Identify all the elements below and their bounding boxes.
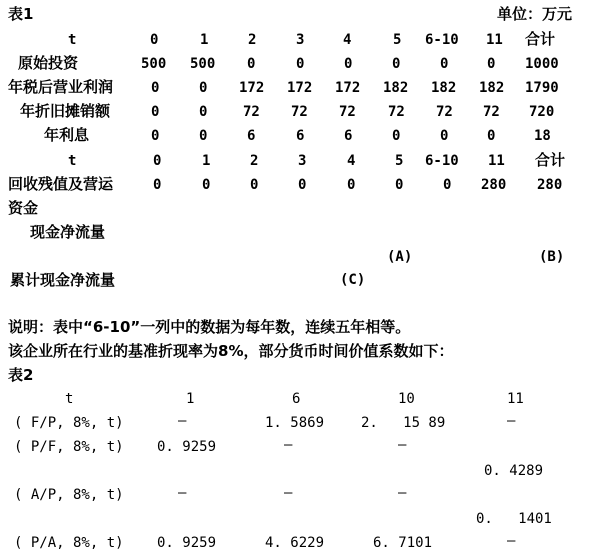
header-cell: 1 <box>186 391 195 407</box>
cell: 0 <box>443 177 452 193</box>
cell: 72 <box>339 104 356 120</box>
cell: 0 <box>151 128 160 144</box>
cell: 182 <box>479 80 505 96</box>
header-cell: 6 <box>292 391 301 407</box>
header-cell: 合计 <box>525 30 556 48</box>
header-cell: 6-10 <box>425 153 459 169</box>
cell: 1790 <box>525 80 559 96</box>
cell: 2. 15 89 <box>361 415 446 431</box>
cell: 18 <box>534 128 551 144</box>
header-cell: t <box>65 391 74 407</box>
cell: 72 <box>243 104 260 120</box>
cell: 6 <box>247 128 256 144</box>
cell: 6. 7101 <box>373 535 433 551</box>
cell: — <box>398 485 407 501</box>
note-line-2: 该企业所在行业的基准折现率为8%，部分货币时间价值系数如下： <box>8 342 454 360</box>
cell: — <box>178 413 187 429</box>
cell: 6 <box>296 128 305 144</box>
header-cell: 0 <box>150 32 159 48</box>
placeholder-a: (A) <box>387 249 413 265</box>
cell: 0 <box>199 128 208 144</box>
cell: — <box>507 533 516 549</box>
cell: 1. 5869 <box>265 415 325 431</box>
cell: — <box>178 485 187 501</box>
cell: 0. 9259 <box>157 439 217 455</box>
cell: 0 <box>199 80 208 96</box>
cell: 72 <box>388 104 405 120</box>
cell: 0. 9259 <box>157 535 217 551</box>
header-cell: t <box>68 32 77 48</box>
row-label: ( P/F, 8%, t) <box>14 439 124 455</box>
cell: 0. 1401 <box>476 511 552 527</box>
cell: 0 <box>153 177 162 193</box>
cell: — <box>284 485 293 501</box>
row-label: ( P/A, 8%, t) <box>14 535 124 551</box>
header-cell: 6-10 <box>425 32 459 48</box>
row-label: 回收残值及营运 <box>8 175 114 193</box>
table2-title: 表2 <box>8 366 34 384</box>
header-cell: 3 <box>296 32 305 48</box>
row-label: 年利息 <box>44 126 90 144</box>
cell: 0 <box>392 56 401 72</box>
cell: 172 <box>239 80 265 96</box>
cell: 0 <box>298 177 307 193</box>
header-cell: 2 <box>248 32 257 48</box>
cell: — <box>507 413 516 429</box>
row-label: 年折旧摊销额 <box>20 102 111 120</box>
cell: 280 <box>537 177 563 193</box>
cell: — <box>398 437 407 453</box>
row-label: 原始投资 <box>18 54 79 72</box>
cell: 172 <box>335 80 361 96</box>
header-cell: 合计 <box>535 151 566 169</box>
placeholder-b: (B) <box>539 249 565 265</box>
cell: 72 <box>483 104 500 120</box>
cell: 0 <box>202 177 211 193</box>
table1-title: 表1 <box>8 5 34 23</box>
cell: 4. 6229 <box>265 535 325 551</box>
cell: 72 <box>291 104 308 120</box>
cell: 0 <box>344 56 353 72</box>
header-cell: 1 <box>200 32 209 48</box>
row-label: 现金净流量 <box>30 223 106 241</box>
row-label: 年税后营业利润 <box>8 78 114 96</box>
cell: 500 <box>141 56 167 72</box>
cell: 0 <box>247 56 256 72</box>
cell: 72 <box>436 104 453 120</box>
header-cell: 3 <box>298 153 307 169</box>
cell: 0 <box>250 177 259 193</box>
placeholder-c: (C) <box>340 272 366 288</box>
unit-label: 单位：万元 <box>497 5 573 23</box>
header-cell: 5 <box>393 32 402 48</box>
cell: 280 <box>481 177 507 193</box>
row-label: ( A/P, 8%, t) <box>14 487 124 503</box>
cell: 182 <box>431 80 457 96</box>
cell: 6 <box>344 128 353 144</box>
cell: 0 <box>347 177 356 193</box>
cell: — <box>284 437 293 453</box>
cell: 172 <box>287 80 313 96</box>
cell: 0. 4289 <box>484 463 544 479</box>
header-cell: 5 <box>395 153 404 169</box>
cell: 0 <box>151 80 160 96</box>
cell: 0 <box>440 128 449 144</box>
header-cell: 4 <box>347 153 356 169</box>
header-cell: 10 <box>398 391 415 407</box>
cell: 0 <box>151 104 160 120</box>
header-cell: 4 <box>343 32 352 48</box>
row-label: 累计现金净流量 <box>10 271 116 289</box>
header-cell: 11 <box>486 32 503 48</box>
header-cell: 2 <box>250 153 259 169</box>
cell: 1000 <box>525 56 559 72</box>
header-cell: 0 <box>153 153 162 169</box>
header-cell: 11 <box>488 153 505 169</box>
cell: 182 <box>383 80 409 96</box>
cell: 500 <box>190 56 216 72</box>
header-cell: 1 <box>202 153 211 169</box>
row-label: ( F/P, 8%, t) <box>14 415 124 431</box>
row-label-continued: 资金 <box>8 199 39 217</box>
header-cell: 11 <box>507 391 524 407</box>
cell: 0 <box>296 56 305 72</box>
cell: 0 <box>440 56 449 72</box>
cell: 0 <box>395 177 404 193</box>
cell: 0 <box>199 104 208 120</box>
cell: 0 <box>487 56 496 72</box>
note-line-1: 说明：表中“6-10”一列中的数据为每年数，连续五年相等。 <box>8 318 411 336</box>
cell: 720 <box>529 104 555 120</box>
header-cell: t <box>68 153 77 169</box>
cell: 0 <box>487 128 496 144</box>
cell: 0 <box>392 128 401 144</box>
